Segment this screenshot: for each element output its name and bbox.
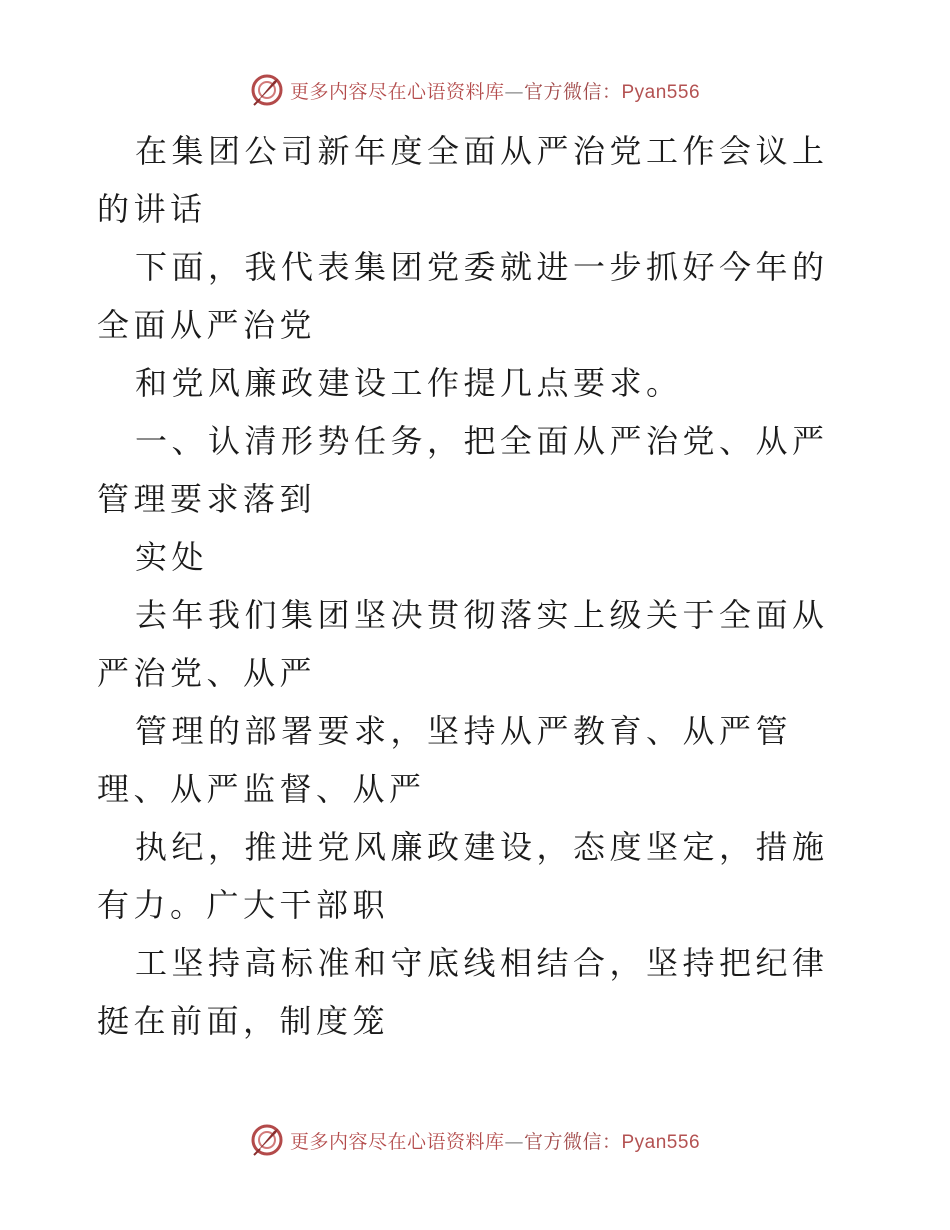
section-heading-continued: 实处 bbox=[135, 538, 209, 576]
paragraph: 和党风廉政建设工作提几点要求。 bbox=[135, 364, 683, 402]
header-banner bbox=[0, 70, 950, 110]
banner-dash: — bbox=[504, 80, 524, 103]
banner-text bbox=[290, 1127, 700, 1154]
quill-logo-icon bbox=[250, 1123, 284, 1157]
footer-banner bbox=[0, 1120, 950, 1160]
quill-logo-icon bbox=[250, 73, 284, 107]
paragraph: 管理的部署要求，坚持从严教育、从严管理、从严监督、从严 bbox=[97, 712, 793, 808]
paragraph: 执纪，推进党风廉政建设，态度坚定，措施有力。广大干部职 bbox=[97, 828, 829, 924]
paragraph: 工坚持高标准和守底线相结合，坚持把纪律挺在前面，制度笼 bbox=[97, 944, 829, 1040]
banner-text bbox=[290, 77, 700, 104]
banner-official-label: 官方微信： bbox=[523, 1130, 622, 1153]
banner-main-text: 更多内容尽在心语资料库 bbox=[289, 80, 505, 103]
banner-wechat-id: Pyan556 bbox=[621, 1131, 701, 1153]
document-body bbox=[97, 122, 857, 1050]
section-heading: 一、认清形势任务，把全面从严治党、从严管理要求落到 bbox=[97, 422, 829, 518]
banner-dash: — bbox=[504, 1130, 524, 1153]
banner-main-text: 更多内容尽在心语资料库 bbox=[289, 1130, 505, 1153]
document-title: 在集团公司新年度全面从严治党工作会议上的讲话 bbox=[97, 132, 829, 228]
banner-official-label: 官方微信： bbox=[523, 80, 622, 103]
paragraph: 下面，我代表集团党委就进一步抓好今年的全面从严治党 bbox=[97, 248, 829, 344]
banner-wechat-id: Pyan556 bbox=[621, 81, 701, 103]
paragraph: 去年我们集团坚决贯彻落实上级关于全面从严治党、从严 bbox=[97, 596, 829, 692]
